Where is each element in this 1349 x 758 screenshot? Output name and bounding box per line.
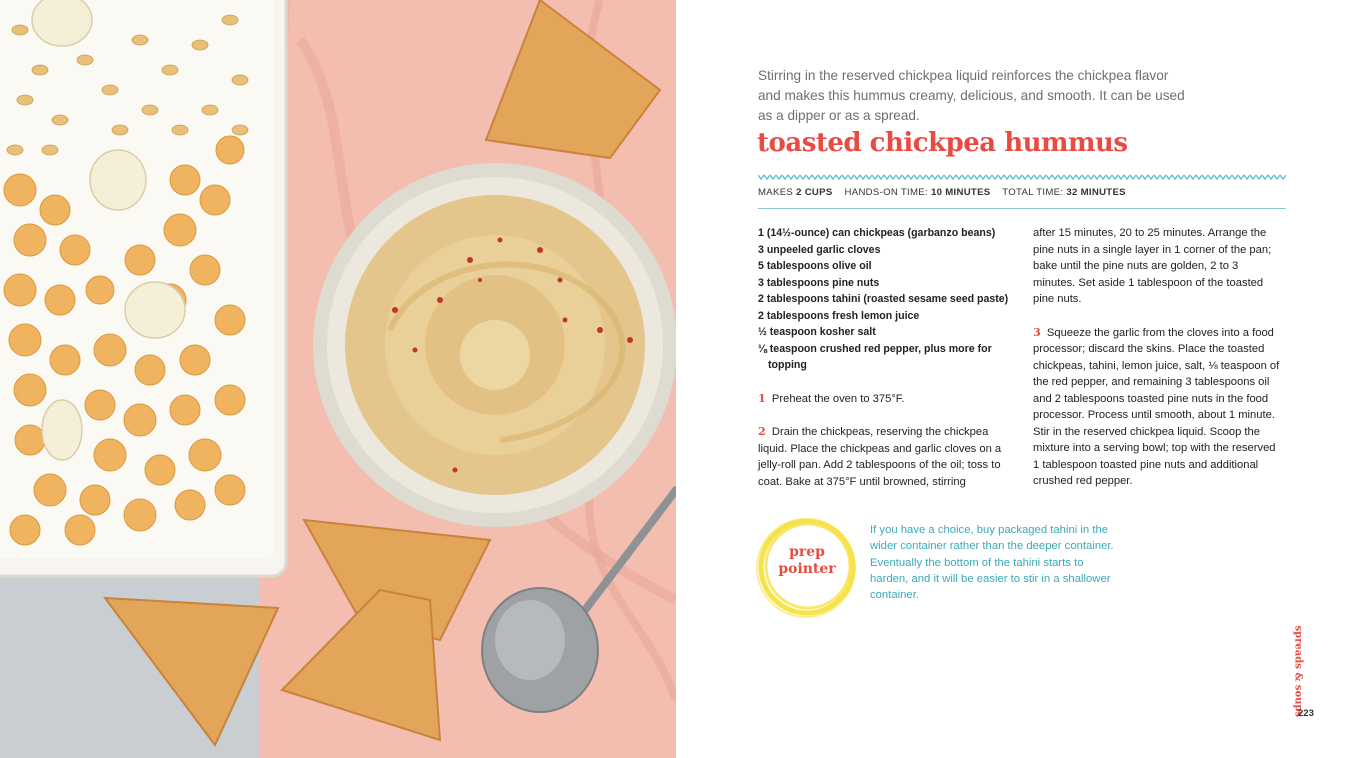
ingredient-item: ½ teaspoon kosher salt xyxy=(758,326,876,338)
recipe-meta xyxy=(758,187,1135,198)
ingredient-item: 3 unpeeled garlic cloves xyxy=(758,243,881,256)
ingredient-item: 3 tablespoons pine nuts xyxy=(758,276,880,289)
page-number: 223 xyxy=(1298,708,1314,719)
step-2-continued: after 15 minutes, 20 to 25 minutes. Arrange the pine nuts in a single layer in 1 corner of the pan; bake until the pine nuts are golden, 2 to 3 minutes. Set aside 1 tablespoon of the toasted pine nuts. xyxy=(1033,227,1272,305)
recipe-title: toasted chickpea hummus xyxy=(757,128,1128,158)
step-text: Drain the chickpeas, reserving the chickpea liquid. Place the chickpeas and garlic cloves on a jelly-roll pan. Add 2 tablespoons of the oil; toss to coat. Bake at 375°F until browned, stirring xyxy=(758,426,1002,488)
handson-info: HANDS-ON TIME: 10 MINUTES xyxy=(844,187,991,198)
zigzag-divider xyxy=(758,173,1286,181)
ingredient-list xyxy=(758,225,1016,374)
prep-pointer-label: prep pointer xyxy=(778,544,836,577)
step-number: 2 xyxy=(758,424,766,438)
step-number: 3 xyxy=(1033,324,1041,339)
makes-info: MAKES 2 CUPS xyxy=(758,187,833,198)
left-column xyxy=(758,225,1016,490)
step-2 xyxy=(758,423,1016,490)
recipe-intro: Stirring in the reserved chickpea liquid reinforces the chickpea flavor and makes this hummus creamy, delicious, and smooth. It can be used as a dipper or as a spread. xyxy=(758,68,1185,123)
step-number: 1 xyxy=(758,390,766,405)
right-column xyxy=(1033,225,1283,490)
prep-pointer-tip: If you have a choice, buy packaged tahini in the wider container rather than the deeper container. Eventually the bottom of the tahini starts to harden, and it will be easier to stir in a shallower container. xyxy=(870,524,1114,602)
ingredient-item: 5 tablespoons olive oil xyxy=(758,260,872,272)
ingredient-item: 2 tablespoons tahini (roasted sesame seed paste) xyxy=(758,293,1009,305)
ingredient-item: 2 tablespoons fresh lemon juice xyxy=(758,309,920,322)
recipe-page xyxy=(676,0,1349,758)
step-1 xyxy=(758,390,1016,408)
chapter-tab: spreads & soups xyxy=(1292,625,1304,718)
meta-divider xyxy=(758,208,1286,209)
step-text: Preheat the oven to 375°F. xyxy=(771,392,905,405)
step-text: Squeeze the garlic from the cloves into a food processor; discard the skins. Place the toasted chickpeas, tahini, lemon juice, salt, ⅛ teaspoon of the red pepper, and remaining 3 tablespoons oil and 2 tablespoons toasted pine nuts in the food processor. Process until smooth, about 1 minute. Stir in the reserved chickpea liquid. Scoop the mixture into a serving bowl; top with the reserved 1 tablespoon toasted pine nuts and additional crushed red pepper. xyxy=(1033,326,1280,487)
prep-pointer-badge xyxy=(754,514,860,620)
ingredient-item: 1 (14½-ounce) can chickpeas (garbanzo beans) xyxy=(758,227,996,239)
ingredient-item: ⅛ teaspoon crushed red pepper, plus more for topping xyxy=(758,342,992,371)
step-3 xyxy=(1033,324,1283,490)
total-info: TOTAL TIME: 32 MINUTES xyxy=(1002,187,1126,198)
